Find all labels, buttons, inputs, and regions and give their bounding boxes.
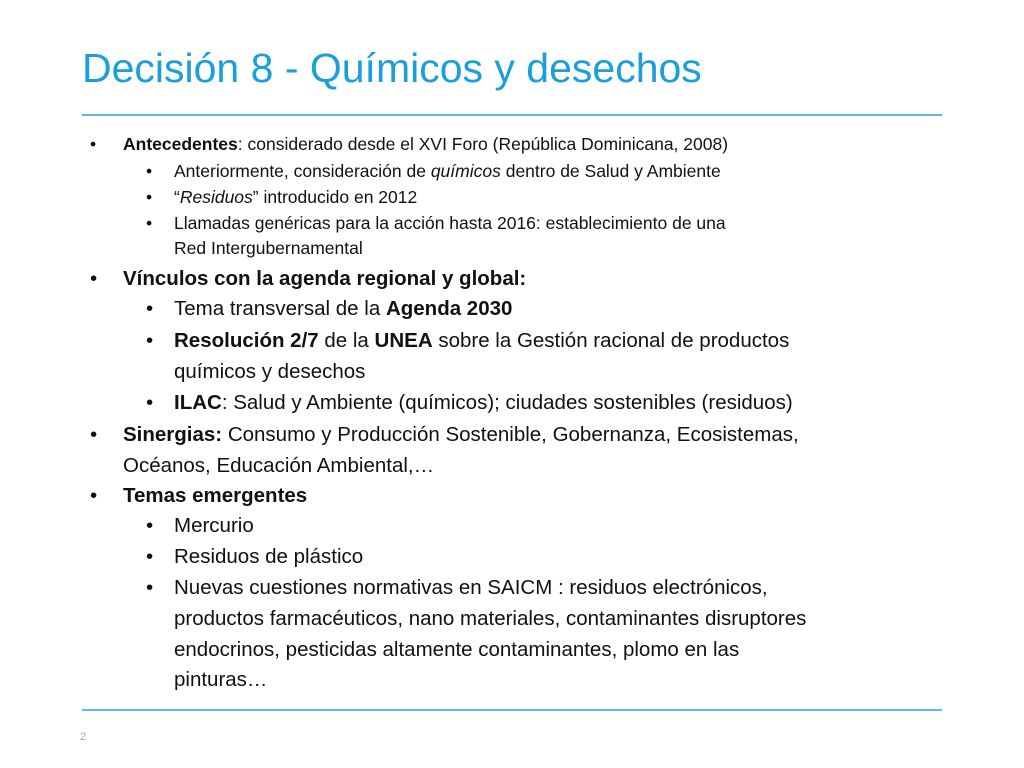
sub-bullet: • <box>146 545 154 568</box>
emergentes-sub-item: Mercurio <box>174 514 254 537</box>
bullet: • <box>90 423 98 446</box>
emphasis-text: Residuos <box>179 187 253 207</box>
text-segment: Consumo y Producción Sostenible, Gobernanza, Ecosistemas, <box>222 423 799 446</box>
sinergias-item <box>123 423 799 447</box>
antecedentes-sub-item-continued: Red Intergubernamental <box>174 238 363 258</box>
antecedentes-sub-item: Llamadas genéricas para la acción hasta 2016: establecimiento de una <box>174 213 726 233</box>
emergentes-sub-item-continued: pinturas… <box>174 668 268 691</box>
bullet: • <box>90 484 98 507</box>
sub-bullet: • <box>146 161 153 181</box>
sinergias-label: Sinergias: <box>123 423 223 446</box>
vinculos-label: Vínculos con la agenda regional y global: <box>123 267 527 290</box>
vinculos-item <box>123 267 526 291</box>
emergentes-sub-item: Residuos de plástico <box>174 545 364 568</box>
sub-bullet: • <box>146 187 153 207</box>
sinergias-item-continued: Océanos, Educación Ambiental,… <box>123 454 435 477</box>
emphasis-text: químicos <box>430 161 501 181</box>
vinculos-sub-item <box>174 329 789 353</box>
text-segment: sobre la Gestión racional de productos <box>432 329 790 352</box>
emergentes-sub-item: Nuevas cuestiones normativas en SAICM : residuos electrónicos, <box>174 576 768 599</box>
emergentes-item <box>123 484 307 508</box>
bold-text: Resolución 2/7 <box>174 329 319 352</box>
sub-bullet: • <box>146 576 154 599</box>
antecedentes-sub-item <box>174 161 721 182</box>
footer-divider <box>82 709 942 711</box>
text-segment: ” introducido en 2012 <box>252 187 418 207</box>
sub-bullet: • <box>146 213 153 233</box>
bold-text: Agenda 2030 <box>385 297 513 320</box>
text-segment: de la <box>318 329 375 352</box>
text-segment: “ <box>174 187 180 207</box>
antecedentes-sub-item <box>174 187 417 208</box>
sub-bullet: • <box>146 391 154 414</box>
text-segment: Anteriormente, consideración de <box>174 161 431 181</box>
text-segment: Tema transversal de la <box>174 297 386 320</box>
text-segment: dentro de Salud y Ambiente <box>500 161 721 181</box>
text-segment: : Salud y Ambiente (químicos); ciudades sostenibles (residuos) <box>221 391 793 414</box>
vinculos-sub-item <box>174 391 793 415</box>
bullet: • <box>90 267 98 290</box>
emergentes-sub-item-continued: productos farmacéuticos, nano materiales, contaminantes disruptores <box>174 607 807 630</box>
antecedentes-item <box>123 134 728 155</box>
antecedentes-label: Antecedentes <box>123 134 238 154</box>
bold-text: UNEA <box>374 329 433 352</box>
vinculos-sub-item <box>174 297 512 321</box>
vinculos-sub-item-continued: químicos y desechos <box>174 360 366 383</box>
antecedentes-text: : considerado desde el XVI Foro (República Dominicana, 2008) <box>237 134 729 154</box>
sub-bullet: • <box>146 297 154 320</box>
bold-text: ILAC <box>174 391 222 414</box>
sub-bullet: • <box>146 514 154 537</box>
emergentes-sub-item-continued: endocrinos, pesticidas altamente contaminantes, plomo en las <box>174 638 740 661</box>
emergentes-label: Temas emergentes <box>123 484 308 507</box>
bullet: • <box>90 134 97 154</box>
page-number: 2 <box>80 731 87 743</box>
sub-bullet: • <box>146 329 154 352</box>
slide-title: Decisión 8 - Químicos y desechos <box>82 45 702 91</box>
